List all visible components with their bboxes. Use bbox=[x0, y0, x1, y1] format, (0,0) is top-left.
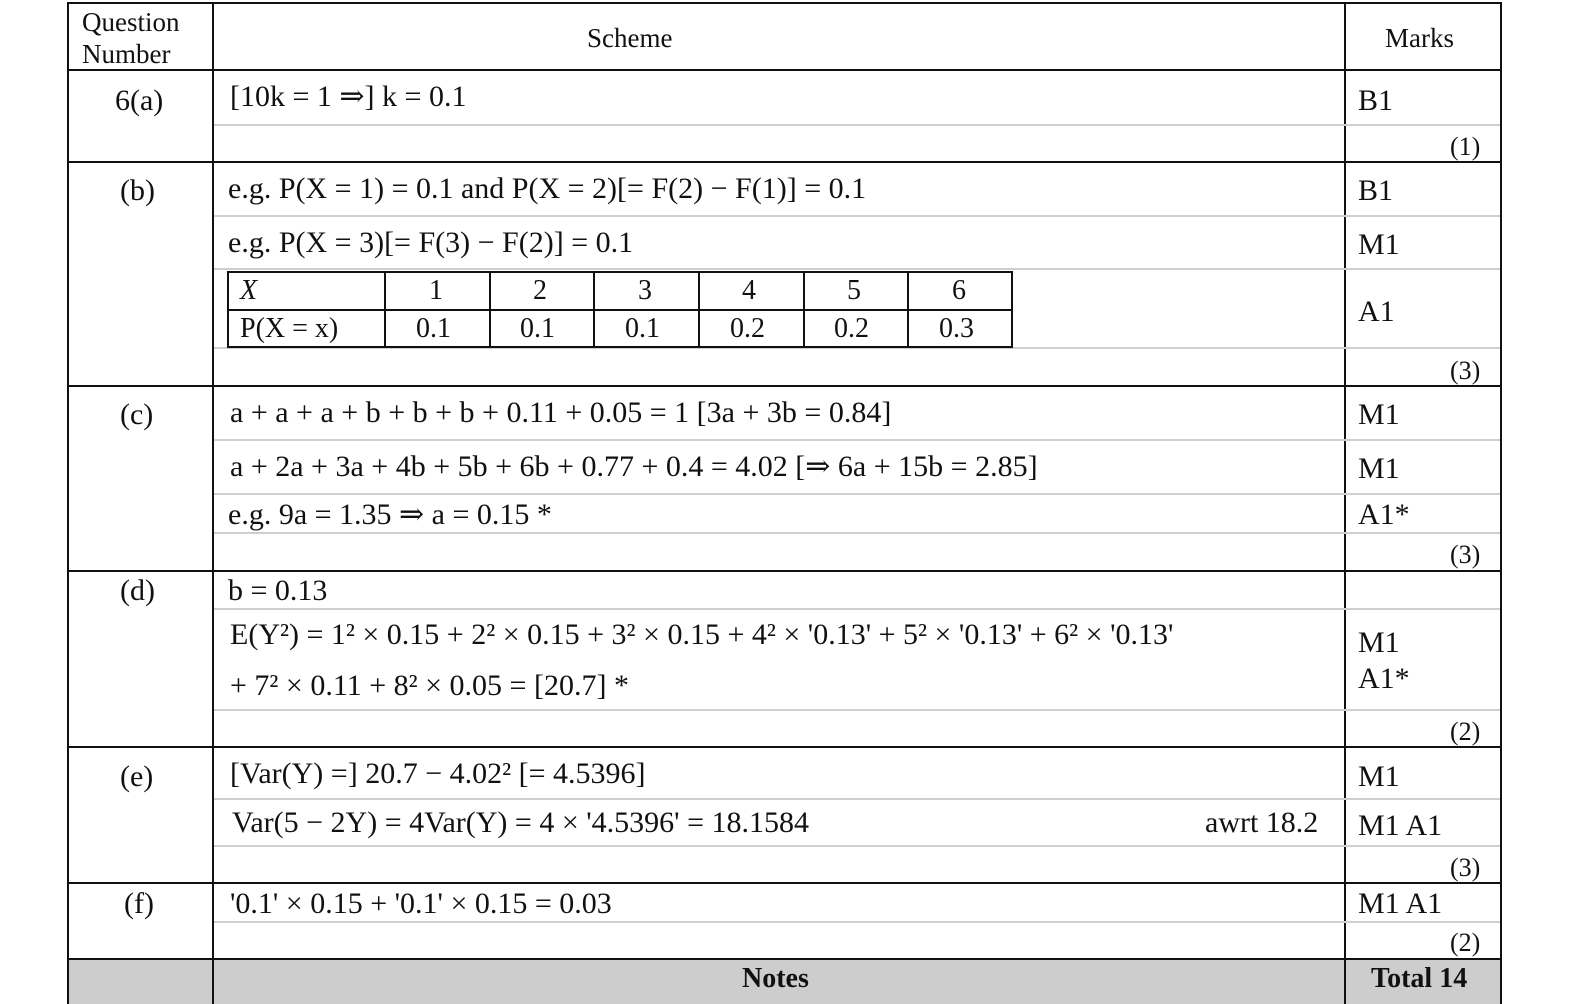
table-cell: 0.1 bbox=[625, 313, 660, 344]
accuracy-note: awrt 18.2 bbox=[1205, 806, 1319, 839]
column-divider-2 bbox=[1344, 2, 1346, 1004]
table-cell: 3 bbox=[638, 275, 652, 306]
scheme-line: [10k = 1 ⇒] k = 0.1 bbox=[230, 80, 467, 113]
scheme-line: + 7² × 0.11 + 8² × 0.05 = [20.7] * bbox=[230, 669, 629, 702]
part-total: (3) bbox=[1450, 356, 1481, 385]
question-label: 6(a) bbox=[115, 84, 164, 117]
part-total: (1) bbox=[1450, 132, 1481, 161]
sub-rule bbox=[214, 439, 1500, 441]
part-total: (3) bbox=[1450, 853, 1481, 882]
question-label: (f) bbox=[124, 887, 154, 920]
rule-after-a bbox=[68, 161, 1502, 163]
mark-code: M1 A1 bbox=[1358, 809, 1443, 842]
table-border-left bbox=[67, 2, 69, 1004]
rule-after-e bbox=[68, 882, 1502, 884]
table-cell: 1 bbox=[429, 275, 443, 306]
rule-after-c bbox=[68, 570, 1502, 572]
scheme-line: Var(5 − 2Y) = 4Var(Y) = 4 × '4.5396' = 18.1584 bbox=[232, 806, 809, 839]
mark-code: B1 bbox=[1358, 174, 1394, 207]
part-total: (2) bbox=[1450, 928, 1481, 957]
header-number: Number bbox=[82, 39, 171, 69]
table-rule bbox=[227, 309, 1013, 311]
table-rule bbox=[489, 271, 491, 348]
table-row-label: X bbox=[240, 275, 258, 306]
mark-code: M1 bbox=[1358, 452, 1400, 485]
table-cell: 4 bbox=[742, 275, 756, 306]
mark-code: A1 bbox=[1358, 295, 1395, 328]
scheme-line: e.g. P(X = 3)[= F(3) − F(2)] = 0.1 bbox=[228, 226, 634, 259]
question-label: (b) bbox=[120, 174, 155, 207]
sub-rule bbox=[214, 709, 1500, 711]
sub-rule bbox=[214, 845, 1500, 847]
total-marks: Total 14 bbox=[1371, 963, 1468, 994]
table-rule bbox=[227, 271, 229, 348]
table-rule bbox=[227, 346, 1013, 348]
table-cell: 0.1 bbox=[520, 313, 555, 344]
table-cell: 0.2 bbox=[730, 313, 765, 344]
notes-heading: Notes bbox=[742, 963, 809, 994]
scheme-line: '0.1' × 0.15 + '0.1' × 0.15 = 0.03 bbox=[230, 887, 612, 920]
sub-rule bbox=[214, 493, 1500, 495]
table-rule bbox=[803, 271, 805, 348]
question-label: (c) bbox=[120, 398, 154, 431]
scheme-line: a + 2a + 3a + 4b + 5b + 6b + 0.77 + 0.4 = 4.02 [⇒ 6a + 15b = 2.85] bbox=[230, 450, 1038, 483]
mark-code: M1 bbox=[1358, 760, 1400, 793]
scheme-line: a + a + a + b + b + b + 0.11 + 0.05 = 1 [3a + 3b = 0.84] bbox=[230, 396, 892, 429]
mark-code: A1* bbox=[1358, 498, 1410, 531]
table-rule bbox=[698, 271, 700, 348]
table-border-top bbox=[68, 2, 1502, 4]
header-rule bbox=[68, 69, 1502, 71]
sub-rule bbox=[214, 268, 1500, 270]
mark-code: M1 bbox=[1358, 398, 1400, 431]
table-cell: 0.1 bbox=[416, 313, 451, 344]
scheme-line: b = 0.13 bbox=[228, 574, 328, 607]
question-label: (d) bbox=[120, 574, 155, 607]
table-cell: 0.2 bbox=[834, 313, 869, 344]
rule-after-f bbox=[68, 958, 1502, 960]
sub-rule bbox=[214, 532, 1500, 534]
sub-rule bbox=[214, 798, 1500, 800]
table-rule bbox=[593, 271, 595, 348]
table-rule bbox=[384, 271, 386, 348]
header-question: Question bbox=[82, 7, 180, 37]
sub-rule bbox=[214, 124, 1500, 126]
question-label: (e) bbox=[120, 760, 154, 793]
table-cell: 2 bbox=[533, 275, 547, 306]
sub-rule bbox=[214, 921, 1500, 923]
mark-code: M1 A1 bbox=[1358, 887, 1443, 920]
rule-after-b bbox=[68, 385, 1502, 387]
mark-code: B1 bbox=[1358, 84, 1394, 117]
scheme-line: [Var(Y) =] 20.7 − 4.02² [= 4.5396] bbox=[230, 757, 646, 790]
table-rule bbox=[227, 271, 1013, 273]
part-total: (3) bbox=[1450, 540, 1481, 569]
table-rule bbox=[907, 271, 909, 348]
scheme-line: E(Y²) = 1² × 0.15 + 2² × 0.15 + 3² × 0.15 + 4² × '0.13' + 5² × '0.13' + 6² × '0.13' bbox=[230, 618, 1174, 651]
table-cell: 6 bbox=[952, 275, 966, 306]
sub-rule bbox=[214, 608, 1500, 610]
table-cell: 5 bbox=[847, 275, 861, 306]
table-row-label: P(X = x) bbox=[240, 313, 339, 344]
header-scheme: Scheme bbox=[587, 23, 673, 53]
header-marks: Marks bbox=[1385, 23, 1454, 53]
sub-rule bbox=[214, 215, 1500, 217]
rule-after-d bbox=[68, 746, 1502, 748]
column-divider-1 bbox=[212, 2, 214, 1004]
mark-code: A1* bbox=[1358, 662, 1410, 695]
part-total: (2) bbox=[1450, 717, 1481, 746]
mark-code: M1 bbox=[1358, 626, 1400, 659]
scheme-line: e.g. P(X = 1) = 0.1 and P(X = 2)[= F(2) − F(1)] = 0.1 bbox=[228, 172, 867, 205]
table-border-right bbox=[1500, 2, 1502, 1004]
scheme-line: e.g. 9a = 1.35 ⇒ a = 0.15 * bbox=[228, 498, 552, 531]
mark-code: M1 bbox=[1358, 228, 1400, 261]
table-rule bbox=[1011, 271, 1013, 348]
table-cell: 0.3 bbox=[939, 313, 974, 344]
